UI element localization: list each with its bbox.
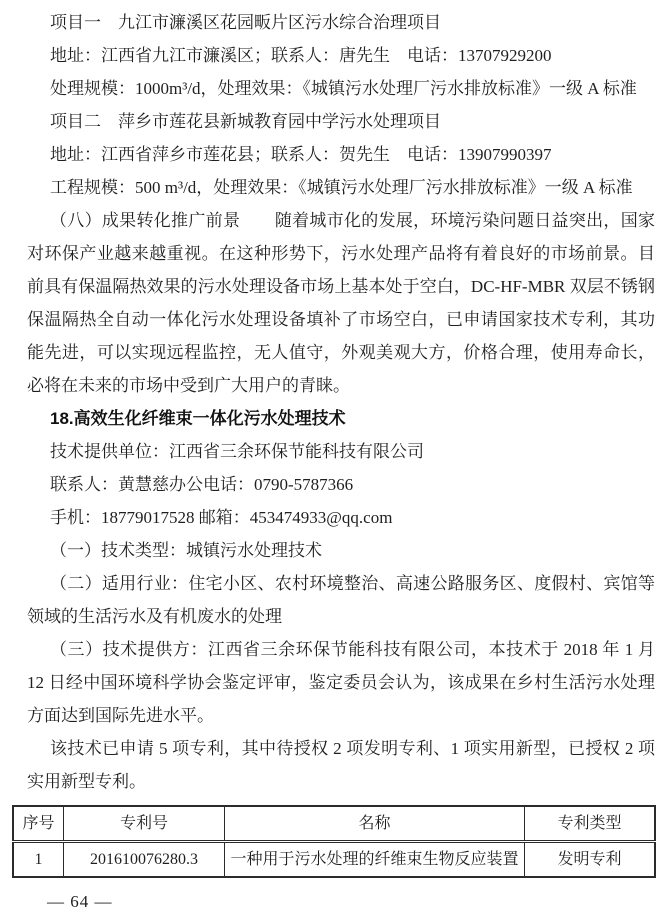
project2-scale: 工程规模：500 m³/d，处理效果：《城镇污水处理厂污水排放标准》一级 A 标准	[50, 178, 633, 197]
provider-line: 技术提供单位：江西省三余环保节能科技有限公司	[50, 442, 424, 461]
item-technology-provider: （三）技术提供方：江西省三余环保节能科技有限公司，本技术于 2018 年 1 月 12 日经中国环境科学协会鉴定评审，鉴定委员会认为，该成果在乡村生活污水处理方面达到国际先进水平。	[27, 640, 655, 725]
item-technology-type: （一）技术类型：城镇污水处理技术	[50, 541, 322, 560]
item-applicable-industry: （二）适用行业：住宅小区、农村环境整治、高速公路服务区、度假村、宾馆等领域的生活污水及有机废水的处理	[27, 574, 655, 626]
project1-title: 项目一 九江市濂溪区花园畈片区污水综合治理项目	[50, 13, 441, 32]
project2-address: 地址：江西省萍乡市莲花县；联系人：贺先生 电话：13907990397	[50, 145, 552, 164]
project2-title: 项目二 萍乡市莲花县新城教育园中学污水处理项目	[50, 112, 441, 131]
patent-table	[12, 805, 656, 878]
project1-address: 地址：江西省九江市濂溪区；联系人：唐先生 电话：13707929200	[50, 46, 552, 65]
mobile-email-line: 手机：18779017528 邮箱：453474933@qq.com	[50, 508, 393, 527]
patent-table-header-row	[13, 806, 655, 842]
cell-seq: 1	[13, 842, 64, 878]
contact-line: 联系人：黄慧慈办公电话：0790-5787366	[50, 475, 354, 494]
cell-patent-no: 201610076280.3	[64, 842, 225, 878]
page-number: — 64 —	[47, 892, 113, 911]
table-row	[13, 842, 655, 878]
patent-summary: 该技术已申请 5 项专利，其中待授权 2 项发明专利、1 项实用新型，已授权 2 项实用新型专利。	[27, 739, 655, 791]
cell-name: 一种用于污水处理的纤维束生物反应装置	[225, 842, 525, 878]
header-name: 名称	[225, 806, 525, 842]
header-seq: 序号	[13, 806, 64, 842]
header-type: 专利类型	[525, 806, 656, 842]
header-patent-no: 专利号	[64, 806, 225, 842]
prospect-paragraph: （八）成果转化推广前景 随着城市化的发展，环境污染问题日益突出，国家对环保产业越来越重视。在这种形势下，污水处理产品将有着良好的市场前景。目前具有保温隔热效果的污水处理设备市场上基本处于空白，DC-HF-MBR 双层不锈钢保温隔热全自动一体化污水处理设备填补了市场空白，已申请国家技术专利，其功能先进，可以实现远程监控，无人值守，外观美观大方，价格合理，使用寿命长，必将在未来的市场中受到广大用户的青睐。	[27, 211, 655, 395]
section-heading: 18.高效生化纤维束一体化污水处理技术	[50, 409, 346, 428]
project1-scale: 处理规模：1000m³/d，处理效果：《城镇污水处理厂污水排放标准》一级 A 标准	[50, 79, 637, 98]
cell-type: 发明专利	[525, 842, 656, 878]
